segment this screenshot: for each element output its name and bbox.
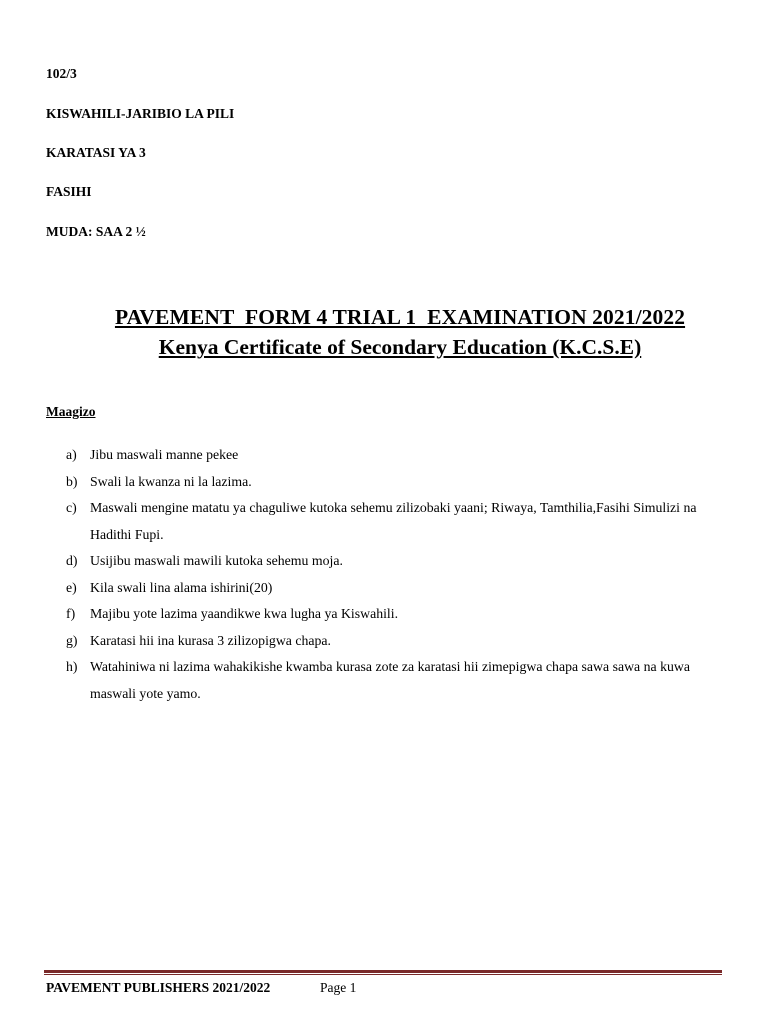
instruction-item bbox=[66, 575, 726, 602]
instructions-heading: Maagizo bbox=[46, 404, 96, 419]
instruction-text: Usijibu maswali mawili kutoka sehemu moja. bbox=[90, 553, 343, 568]
instruction-marker: f) bbox=[66, 606, 76, 621]
duration: MUDA: SAA 2 ½ bbox=[46, 224, 146, 239]
instruction-text: Swali la kwanza ni la lazima. bbox=[90, 473, 252, 489]
instruction-text: Kila swali lina alama ishirini(20) bbox=[90, 579, 273, 595]
instruction-text: Jibu maswali manne pekee bbox=[90, 447, 239, 462]
subject-line: KISWAHILI-JARIBIO LA PILI bbox=[46, 106, 235, 121]
instruction-item bbox=[66, 601, 726, 628]
instruction-marker: c) bbox=[66, 500, 77, 515]
instruction-marker: h) bbox=[66, 659, 78, 674]
paper-code: 102/3 bbox=[46, 66, 77, 81]
footer-divider bbox=[44, 970, 722, 975]
instruction-item bbox=[66, 548, 726, 575]
instruction-marker: a) bbox=[66, 447, 77, 462]
instruction-text: Majibu yote lazima yaandikwe kwa lugha ya Kiswahili. bbox=[90, 606, 399, 621]
instruction-item bbox=[66, 654, 726, 707]
instruction-item bbox=[66, 469, 726, 496]
paper-number: KARATASI YA 3 bbox=[46, 145, 146, 160]
instruction-text: Watahiniwa ni lazima wahakikishe kwamba kurasa zote za karatasi hii zimepigwa chapa sawa sawa na kuwa maswali yote yamo. bbox=[90, 659, 690, 701]
instruction-marker: b) bbox=[66, 473, 78, 489]
section-name: FASIHI bbox=[46, 184, 92, 199]
footer-page-number: Page 1 bbox=[320, 980, 357, 995]
instruction-item bbox=[66, 628, 726, 655]
instruction-item bbox=[66, 442, 726, 469]
instruction-marker: g) bbox=[66, 632, 78, 648]
instruction-text: Maswali mengine matatu ya chaguliwe kutoka sehemu zilizobaki yaani; Riwaya, Tamthilia,Fasihi Simulizi na Hadithi Fupi. bbox=[90, 500, 697, 542]
footer-publisher: PAVEMENT PUBLISHERS 2021/2022 bbox=[46, 980, 271, 995]
instructions-list bbox=[66, 442, 726, 707]
exam-title: PAVEMENT FORM 4 TRIAL 1 EXAMINATION 2021/2022 bbox=[114, 305, 686, 329]
instruction-marker: d) bbox=[66, 553, 78, 568]
exam-subtitle: Kenya Certificate of Secondary Education (K.C.S.E) bbox=[158, 335, 642, 359]
instruction-item bbox=[66, 495, 726, 548]
instruction-text: Karatasi hii ina kurasa 3 zilizopigwa chapa. bbox=[90, 632, 331, 648]
instruction-marker: e) bbox=[66, 579, 77, 595]
